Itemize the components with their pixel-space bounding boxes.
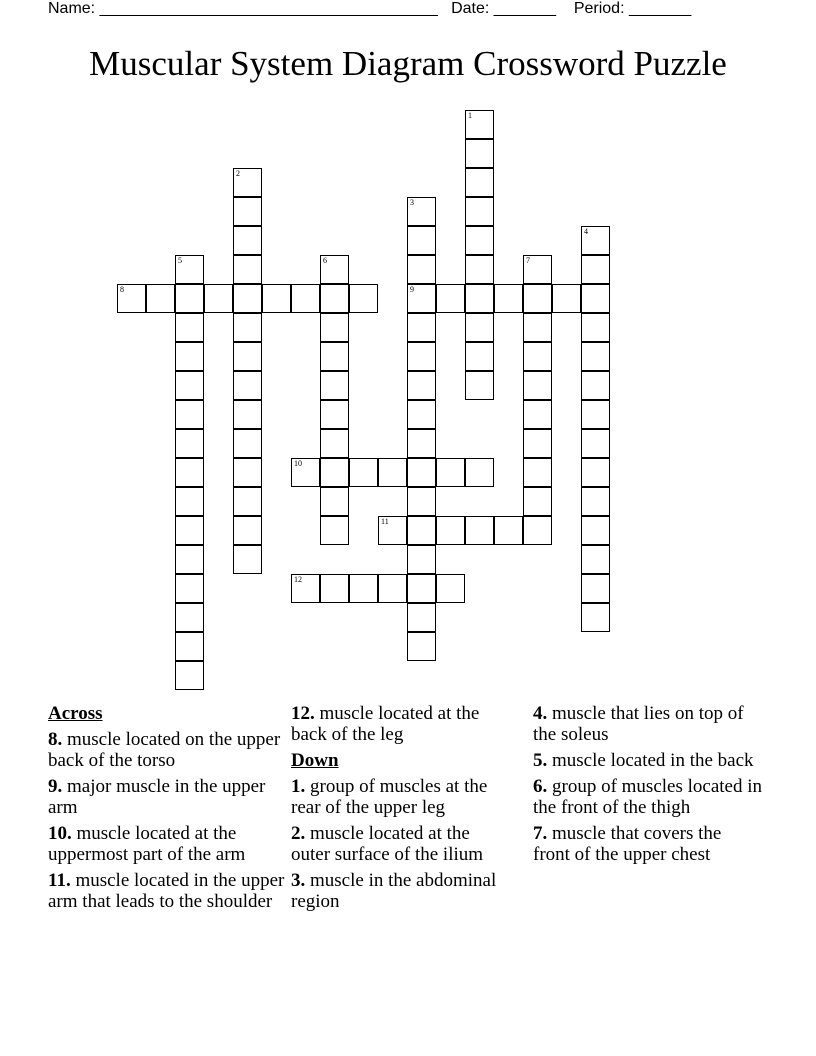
crossword-cell[interactable] [233,371,262,400]
crossword-cell[interactable] [175,516,204,545]
crossword-cell[interactable] [465,371,494,400]
crossword-cell[interactable] [291,458,320,487]
crossword-cell[interactable] [407,284,436,313]
crossword-cell[interactable] [407,603,436,632]
crossword-cell[interactable] [407,371,436,400]
crossword-cell[interactable] [175,487,204,516]
crossword-cell[interactable] [436,284,465,313]
crossword-cell[interactable] [320,487,349,516]
crossword-cell[interactable] [233,429,262,458]
crossword-cell[interactable] [407,429,436,458]
crossword-cell[interactable] [581,603,610,632]
crossword-cell[interactable] [175,661,204,690]
crossword-cell[interactable] [175,284,204,313]
crossword-cell[interactable] [581,516,610,545]
crossword-cell[interactable] [320,429,349,458]
crossword-cell[interactable] [320,342,349,371]
clue-number-label: 6 [323,256,327,265]
clue-down-5: 5. muscle located in the back [533,750,754,771]
crossword-cell[interactable] [175,400,204,429]
crossword-cell[interactable] [436,458,465,487]
crossword-cell[interactable] [523,371,552,400]
crossword-cell[interactable] [349,458,378,487]
crossword-cell[interactable] [552,284,581,313]
crossword-cell[interactable] [233,255,262,284]
crossword-cell[interactable] [407,516,436,545]
crossword-cell[interactable] [465,313,494,342]
crossword-cell[interactable] [523,487,552,516]
crossword-cell[interactable] [204,284,233,313]
crossword-cell[interactable] [175,632,204,661]
crossword-cell[interactable] [146,284,175,313]
crossword-cell[interactable] [581,255,610,284]
crossword-cell[interactable] [581,371,610,400]
crossword-cell[interactable] [465,139,494,168]
clues-column-2 [291,703,511,917]
crossword-cell[interactable] [233,168,262,197]
crossword-cell[interactable] [233,487,262,516]
crossword-cell[interactable] [175,574,204,603]
across-heading: Across [48,703,103,724]
crossword-cell[interactable] [465,197,494,226]
clue-number-label: 8 [120,285,124,294]
crossword-cell[interactable] [581,313,610,342]
crossword-cell[interactable] [523,342,552,371]
crossword-cell[interactable] [581,545,610,574]
clue-number-label: 4 [584,227,588,236]
crossword-cell[interactable] [523,429,552,458]
crossword-cell[interactable] [175,603,204,632]
crossword-cell[interactable] [407,574,436,603]
crossword-cell[interactable] [407,197,436,226]
crossword-cell[interactable] [523,400,552,429]
crossword-cell[interactable] [581,284,610,313]
crossword-cell[interactable] [233,545,262,574]
clue-down-3: 3. muscle in the abdominal region [291,870,497,912]
crossword-cell[interactable] [465,168,494,197]
crossword-cell[interactable] [378,516,407,545]
crossword-cell[interactable] [175,255,204,284]
crossword-cell[interactable] [465,255,494,284]
crossword-cell[interactable] [523,255,552,284]
clue-down-2: 2. muscle located at the outer surface of the ilium [291,823,484,865]
crossword-cell[interactable] [320,516,349,545]
clue-number-label: 9 [410,285,414,294]
crossword-cell[interactable] [407,313,436,342]
crossword-cell[interactable] [175,313,204,342]
crossword-cell[interactable] [523,313,552,342]
crossword-cell[interactable] [494,284,523,313]
crossword-cell[interactable] [581,487,610,516]
crossword-cell[interactable] [291,574,320,603]
crossword-cell[interactable] [233,400,262,429]
clue-number-label: 1 [468,111,472,120]
crossword-cell[interactable] [291,284,320,313]
clue-down-7: 7. muscle that covers the front of the upper chest [533,823,722,865]
clue-down-1: 1. group of muscles at the rear of the upper leg [291,776,488,818]
clue-number-label: 12 [294,575,302,584]
crossword-cell[interactable] [581,226,610,255]
crossword-cell[interactable] [436,574,465,603]
clue-number-label: 7 [526,256,530,265]
crossword-cell[interactable] [175,458,204,487]
clue-across-9: 9. major muscle in the upper arm [48,776,266,818]
crossword-cell[interactable] [349,574,378,603]
period-field-label: Period: _______ [573,0,692,17]
crossword-cell[interactable] [349,284,378,313]
crossword-cell[interactable] [494,516,523,545]
page-title: Muscular System Diagram Crossword Puzzle [89,44,727,83]
crossword-cell[interactable] [320,458,349,487]
clue-number-label: 5 [178,256,182,265]
crossword-cell[interactable] [407,255,436,284]
crossword-cell[interactable] [407,632,436,661]
clue-number-label: 2 [236,169,240,178]
crossword-cell[interactable] [320,574,349,603]
down-heading: Down [291,750,339,771]
name-field-label: Name: ______________________________________ [48,0,438,17]
crossword-cell[interactable] [320,400,349,429]
crossword-cell[interactable] [233,197,262,226]
clue-across-11: 11. muscle located in the upper arm that leads to the shoulder [48,870,285,912]
crossword-cell[interactable] [233,516,262,545]
crossword-cell[interactable] [320,371,349,400]
clue-number-label: 10 [294,459,302,468]
crossword-cell[interactable] [320,255,349,284]
crossword-cell[interactable] [175,342,204,371]
crossword-cell[interactable] [523,516,552,545]
crossword-cell[interactable] [378,458,407,487]
crossword-cell[interactable] [581,429,610,458]
crossword-cell[interactable] [465,284,494,313]
crossword-cell[interactable] [320,313,349,342]
clue-down-6: 6. group of muscles located in the front of the thigh [533,776,763,818]
clue-down-4: 4. muscle that lies on top of the soleus [533,703,744,745]
crossword-cell[interactable] [465,342,494,371]
crossword-cell[interactable] [465,458,494,487]
crossword-cell[interactable] [262,284,291,313]
crossword-cell[interactable] [465,516,494,545]
crossword-cell[interactable] [175,371,204,400]
crossword-cell[interactable] [407,400,436,429]
crossword-cell[interactable] [233,226,262,255]
clue-number-label: 3 [410,198,414,207]
clue-across-12: 12. muscle located at the back of the leg [291,703,480,745]
crossword-cell[interactable] [465,110,494,139]
crossword-cell[interactable] [407,342,436,371]
crossword-cell[interactable] [320,284,349,313]
crossword-cell[interactable] [436,516,465,545]
clue-across-10: 10. muscle located at the uppermost part of the arm [48,823,246,865]
date-field-label: Date: _______ [451,0,557,17]
crossword-cell[interactable] [407,545,436,574]
clues-column-1 [48,703,288,917]
crossword-cell[interactable] [407,458,436,487]
crossword-cell[interactable] [117,284,146,313]
clue-number-label: 11 [381,517,389,526]
crossword-cell[interactable] [581,574,610,603]
crossword-cell[interactable] [581,458,610,487]
crossword-cell[interactable] [233,458,262,487]
clue-across-8: 8. muscle located on the upper back of the torso [48,729,281,771]
clues-column-3 [533,703,763,870]
crossword-cell[interactable] [407,487,436,516]
crossword-cell[interactable] [523,458,552,487]
crossword-cell[interactable] [175,545,204,574]
crossword-cell[interactable] [175,429,204,458]
crossword-cell[interactable] [581,342,610,371]
crossword-cell[interactable] [233,342,262,371]
crossword-cell[interactable] [407,226,436,255]
crossword-cell[interactable] [523,284,552,313]
crossword-cell[interactable] [581,400,610,429]
crossword-cell[interactable] [465,226,494,255]
crossword-cell[interactable] [378,574,407,603]
crossword-cell[interactable] [233,313,262,342]
crossword-cell[interactable] [233,284,262,313]
